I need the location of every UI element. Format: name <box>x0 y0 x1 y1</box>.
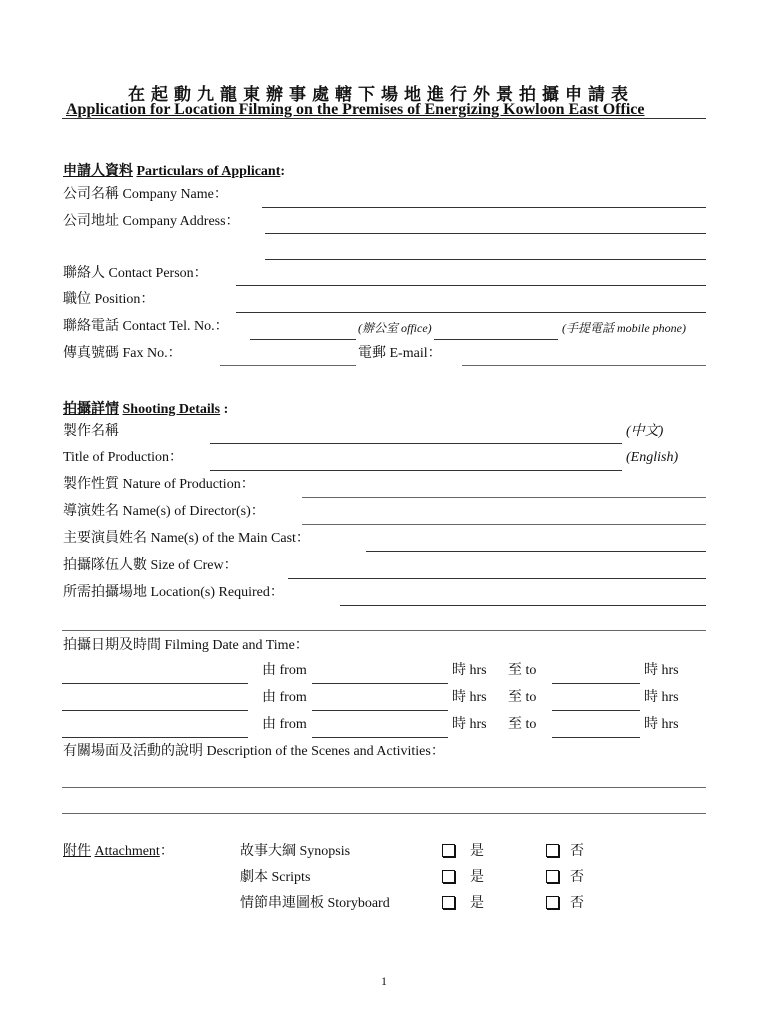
title-underline <box>62 118 706 119</box>
email-label: 電郵 E-mail： <box>358 346 442 361</box>
production-title-zh-field[interactable] <box>210 443 622 444</box>
fax-field[interactable] <box>220 365 356 366</box>
storyboard-no-checkbox[interactable] <box>546 896 559 909</box>
synopsis-no-label: 否 <box>570 844 584 859</box>
title-of-production-label: Title of Production： <box>63 450 184 465</box>
from-label-2: 由 from <box>262 690 307 705</box>
to-time-field-2[interactable] <box>552 710 640 711</box>
hrs-label-2a: 時 hrs <box>452 690 487 705</box>
locations-label: 所需拍攝場地 Location(s) Required： <box>63 585 284 600</box>
description-field-1[interactable] <box>62 787 706 788</box>
attachment-item-synopsis: 故事大綱 Synopsis <box>240 844 351 859</box>
production-title-en-field[interactable] <box>210 470 622 471</box>
filming-date-field-3[interactable] <box>62 737 248 738</box>
locations-field-2[interactable] <box>62 630 706 631</box>
to-label-2: 至 to <box>508 690 537 705</box>
nature-field[interactable] <box>302 497 706 498</box>
attachment-label <box>63 844 174 860</box>
office-note: (辦公室 office) <box>358 321 432 335</box>
crew-size-label: 拍攝隊伍人數 Size of Crew： <box>63 558 238 573</box>
storyboard-no-label: 否 <box>570 896 584 911</box>
contact-tel-label: 聯絡電話 Contact Tel. No.： <box>63 319 229 334</box>
hrs-label-3b: 時 hrs <box>644 717 679 732</box>
email-field[interactable] <box>462 365 706 366</box>
to-label-1: 至 to <box>508 663 537 678</box>
chinese-note: (中文) <box>626 424 664 439</box>
from-label-1: 由 from <box>262 663 307 678</box>
position-field[interactable] <box>236 312 706 313</box>
scripts-no-label: 否 <box>570 870 584 885</box>
shooting-heading-colon: : <box>223 402 229 417</box>
contact-person-label: 聯絡人 Contact Person： <box>63 266 208 281</box>
applicant-heading-zh: 申請人資料 <box>63 164 133 179</box>
from-time-field-1[interactable] <box>312 683 448 684</box>
company-address-label: 公司地址 Company Address： <box>63 214 240 229</box>
storyboard-yes-label: 是 <box>470 896 484 911</box>
contact-person-field[interactable] <box>236 285 706 286</box>
scripts-yes-checkbox[interactable] <box>442 870 455 883</box>
fax-label: 傳真號碼 Fax No.： <box>63 346 182 361</box>
to-label-3: 至 to <box>508 717 537 732</box>
office-tel-field[interactable] <box>250 339 356 340</box>
filming-date-field-1[interactable] <box>62 683 248 684</box>
synopsis-no-checkbox[interactable] <box>546 844 559 857</box>
main-cast-label: 主要演員姓名 Name(s) of the Main Cast： <box>63 531 310 546</box>
filming-date-label: 拍攝日期及時間 Filming Date and Time： <box>63 638 309 653</box>
scripts-yes-label: 是 <box>470 870 484 885</box>
directors-field[interactable] <box>302 524 706 525</box>
applicant-heading-colon: : <box>280 164 286 179</box>
company-address-field-1[interactable] <box>265 233 706 234</box>
shooting-heading <box>63 398 228 418</box>
crew-size-field[interactable] <box>288 578 706 579</box>
title-english: Application for Location Filming on the Premises of Energizing Kowloon East Office <box>66 101 645 118</box>
page-number: 1 <box>381 974 387 988</box>
attachment-label-colon: ： <box>159 844 174 859</box>
shooting-heading-en: Shooting Details <box>122 402 221 417</box>
hrs-label-3a: 時 hrs <box>452 717 487 732</box>
locations-field-1[interactable] <box>340 605 706 606</box>
title-chinese: 在起動九龍東辦事處轄下場地進行外景拍攝申請表 <box>128 85 634 104</box>
applicant-heading <box>63 160 285 180</box>
synopsis-yes-label: 是 <box>470 844 484 859</box>
description-label: 有關場面及活動的說明 Description of the Scenes and Activities： <box>63 744 445 759</box>
filming-date-field-2[interactable] <box>62 710 248 711</box>
hrs-label-2b: 時 hrs <box>644 690 679 705</box>
synopsis-yes-checkbox[interactable] <box>442 844 455 857</box>
position-label: 職位 Position： <box>63 292 155 307</box>
company-address-field-2[interactable] <box>265 259 706 260</box>
to-time-field-3[interactable] <box>552 737 640 738</box>
english-note: (English) <box>626 450 679 465</box>
scripts-no-checkbox[interactable] <box>546 870 559 883</box>
main-cast-field[interactable] <box>366 551 706 552</box>
from-time-field-3[interactable] <box>312 737 448 738</box>
production-name-zh-label: 製作名稱 <box>63 424 119 439</box>
attachment-item-storyboard: 情節串連圖板 Storyboard <box>240 896 390 911</box>
directors-label: 導演姓名 Name(s) of Director(s)： <box>63 504 265 519</box>
attachment-label-en: Attachment <box>94 844 160 859</box>
hrs-label-1b: 時 hrs <box>644 663 679 678</box>
applicant-heading-en: Particulars of Applicant <box>136 164 281 179</box>
from-time-field-2[interactable] <box>312 710 448 711</box>
shooting-heading-zh: 拍攝詳情 <box>63 402 119 417</box>
attachment-label-zh: 附件 <box>63 844 91 859</box>
attachment-item-scripts: 劇本 Scripts <box>240 870 311 885</box>
to-time-field-1[interactable] <box>552 683 640 684</box>
description-field-2[interactable] <box>62 813 706 814</box>
mobile-tel-field[interactable] <box>434 339 558 340</box>
company-name-label: 公司名稱 Company Name： <box>63 187 228 202</box>
mobile-note: (手提電話 mobile phone) <box>562 321 686 335</box>
storyboard-yes-checkbox[interactable] <box>442 896 455 909</box>
from-label-3: 由 from <box>262 717 307 732</box>
company-name-field[interactable] <box>262 207 706 208</box>
nature-label: 製作性質 Nature of Production： <box>63 477 255 492</box>
hrs-label-1a: 時 hrs <box>452 663 487 678</box>
